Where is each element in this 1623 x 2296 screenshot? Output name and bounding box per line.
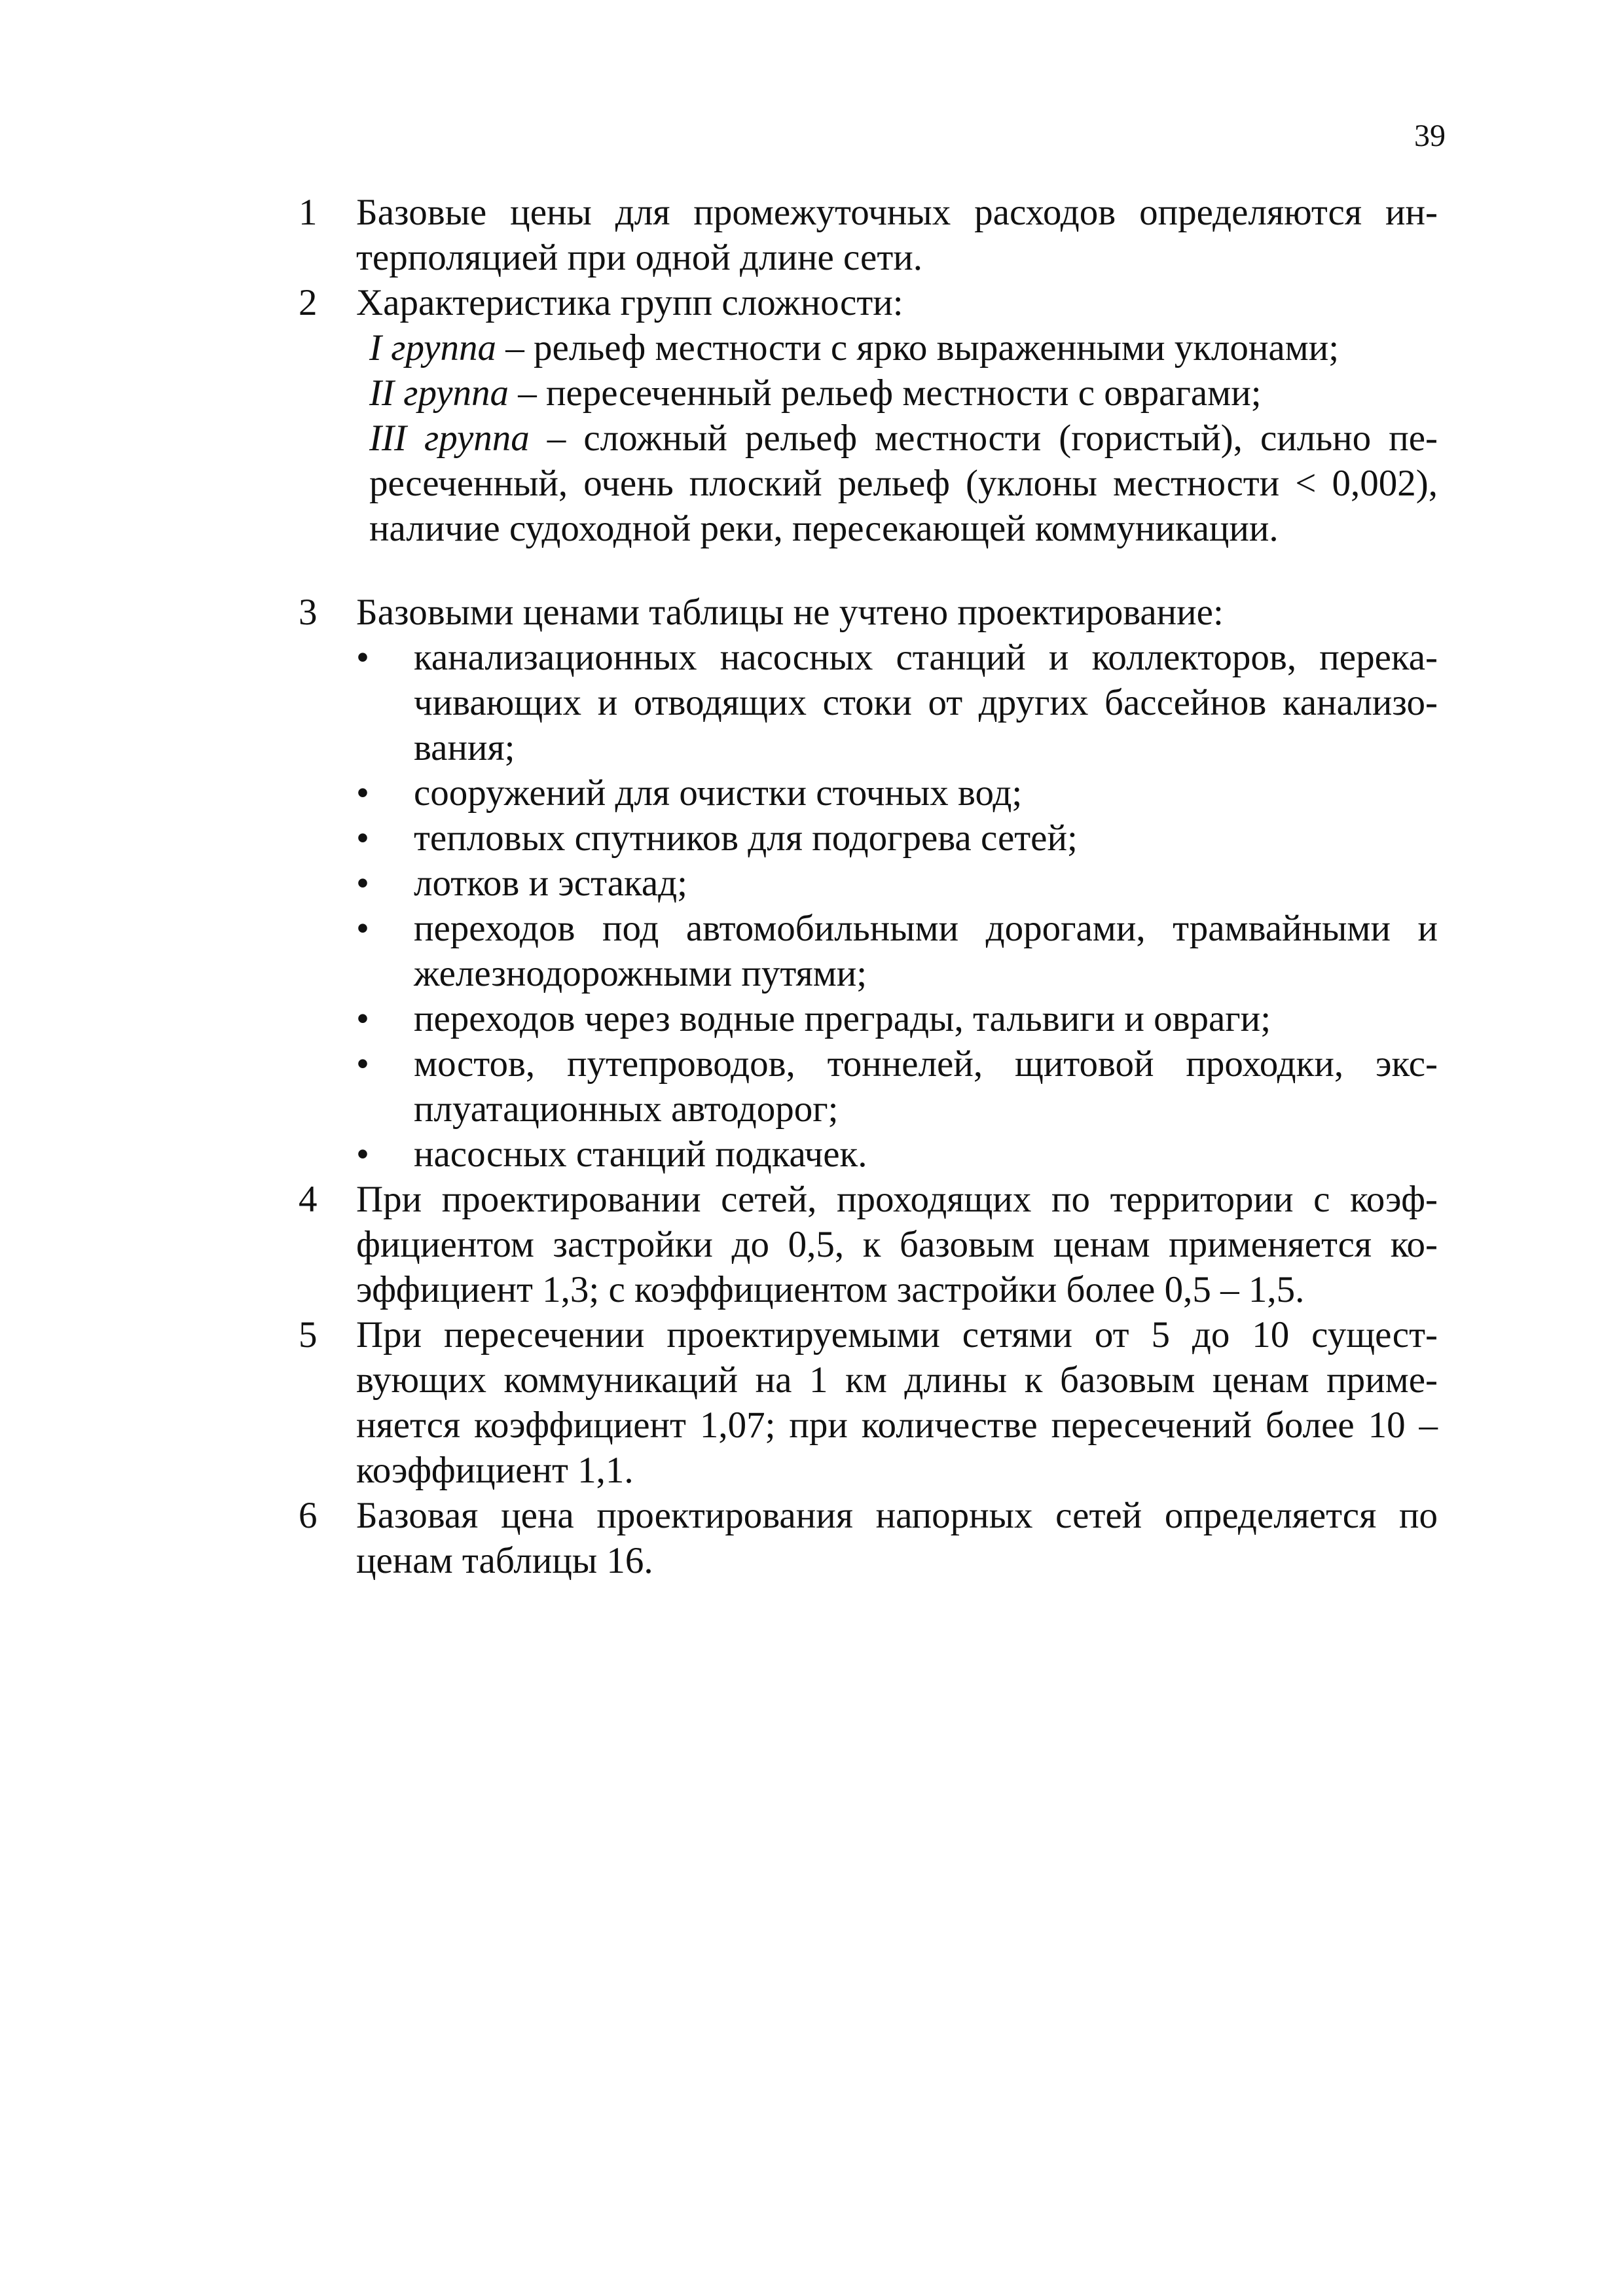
- note-2: [299, 280, 1438, 551]
- note-number: 6: [299, 1495, 318, 1536]
- page-number: 39: [1414, 118, 1446, 153]
- note-text: Базовая цена проектирования напорных сетей определяется по ценам таблицы 16.: [356, 1495, 1438, 1581]
- group-description: – пересеченный рельеф местности с оврагами;: [509, 372, 1262, 414]
- note-text: Базовыми ценами таблицы не учтено проектирование:: [356, 592, 1224, 633]
- group-description: – сложный рельеф местности (гористый), сильно пе-ресеченный, очень плоский рельеф (уклоны местности < 0,002), наличие судоходной реки, пересекающей коммуникации.: [369, 418, 1438, 549]
- note-number: 5: [299, 1314, 318, 1355]
- list-item-text: сооружений для очистки сточных вод;: [414, 772, 1023, 814]
- list-item: [299, 635, 1438, 770]
- note-text: Характеристика групп сложности:: [356, 282, 903, 323]
- group-description: – рельеф местности с ярко выраженными уклонами;: [496, 327, 1340, 368]
- complexity-group-1: [369, 325, 1438, 370]
- bullet-icon: •: [356, 637, 369, 678]
- list-item-text: лотков и эстакад;: [414, 863, 687, 904]
- note-text: Базовые цены для промежуточных расходов определяются ин-терполяцией при одной длине сети.: [356, 192, 1438, 278]
- list-item-text: переходов под автомобильными дорогами, трамвайными и железнодорожными путями;: [414, 908, 1438, 994]
- excluded-items-list: [299, 635, 1438, 1177]
- group-name: III группа: [369, 418, 530, 459]
- page-content: [299, 190, 1438, 1583]
- group-name: II группа: [369, 372, 509, 414]
- complexity-groups: [356, 325, 1438, 551]
- list-item: [299, 906, 1438, 996]
- note-5: [299, 1312, 1438, 1493]
- note-4: [299, 1177, 1438, 1312]
- note-3: [299, 590, 1438, 635]
- note-number: 1: [299, 192, 318, 233]
- note-1: [299, 190, 1438, 280]
- note-number: 2: [299, 282, 318, 323]
- complexity-group-2: [369, 370, 1438, 416]
- bullet-icon: •: [356, 772, 369, 814]
- list-item: [299, 1132, 1438, 1177]
- bullet-icon: •: [356, 998, 369, 1039]
- list-item: [299, 816, 1438, 861]
- note-text: При проектировании сетей, проходящих по территории с коэф-фициентом застройки до 0,5, к базовым ценам применяется ко-эффициент 1,3; с коэффициентом застройки более 0,5 – 1,5.: [356, 1179, 1438, 1310]
- list-item-text: насосных станций подкачек.: [414, 1134, 867, 1175]
- paragraph-gap: [299, 551, 1438, 590]
- list-item: [299, 1041, 1438, 1132]
- group-name: I группа: [369, 327, 497, 368]
- bullet-icon: •: [356, 1043, 369, 1085]
- note-number: 3: [299, 592, 318, 633]
- list-item: [299, 861, 1438, 906]
- list-item: [299, 770, 1438, 816]
- list-item: [299, 996, 1438, 1041]
- bullet-icon: •: [356, 1134, 369, 1175]
- complexity-group-3: [369, 416, 1438, 551]
- list-item-text: мостов, путепроводов, тоннелей, щитовой проходки, экс-плуатационных автодорог;: [414, 1043, 1438, 1130]
- list-item-text: канализационных насосных станций и коллекторов, перека-чивающих и отводящих стоки от других бассейнов канализо-вания;: [414, 637, 1438, 768]
- bullet-icon: •: [356, 863, 369, 904]
- note-number: 4: [299, 1179, 318, 1220]
- list-item-text: переходов через водные преграды, тальвиги и овраги;: [414, 998, 1271, 1039]
- list-item-text: тепловых спутников для подогрева сетей;: [414, 817, 1078, 859]
- note-text: При пересечении проектируемыми сетями от 5 до 10 сущест-вующих коммуникаций на 1 км длины к базовым ценам приме-няется коэффициент 1,07; при количестве пересечений более 10 – коэффициент 1,1.: [356, 1314, 1438, 1491]
- bullet-icon: •: [356, 908, 369, 949]
- note-6: [299, 1493, 1438, 1583]
- bullet-icon: •: [356, 817, 369, 859]
